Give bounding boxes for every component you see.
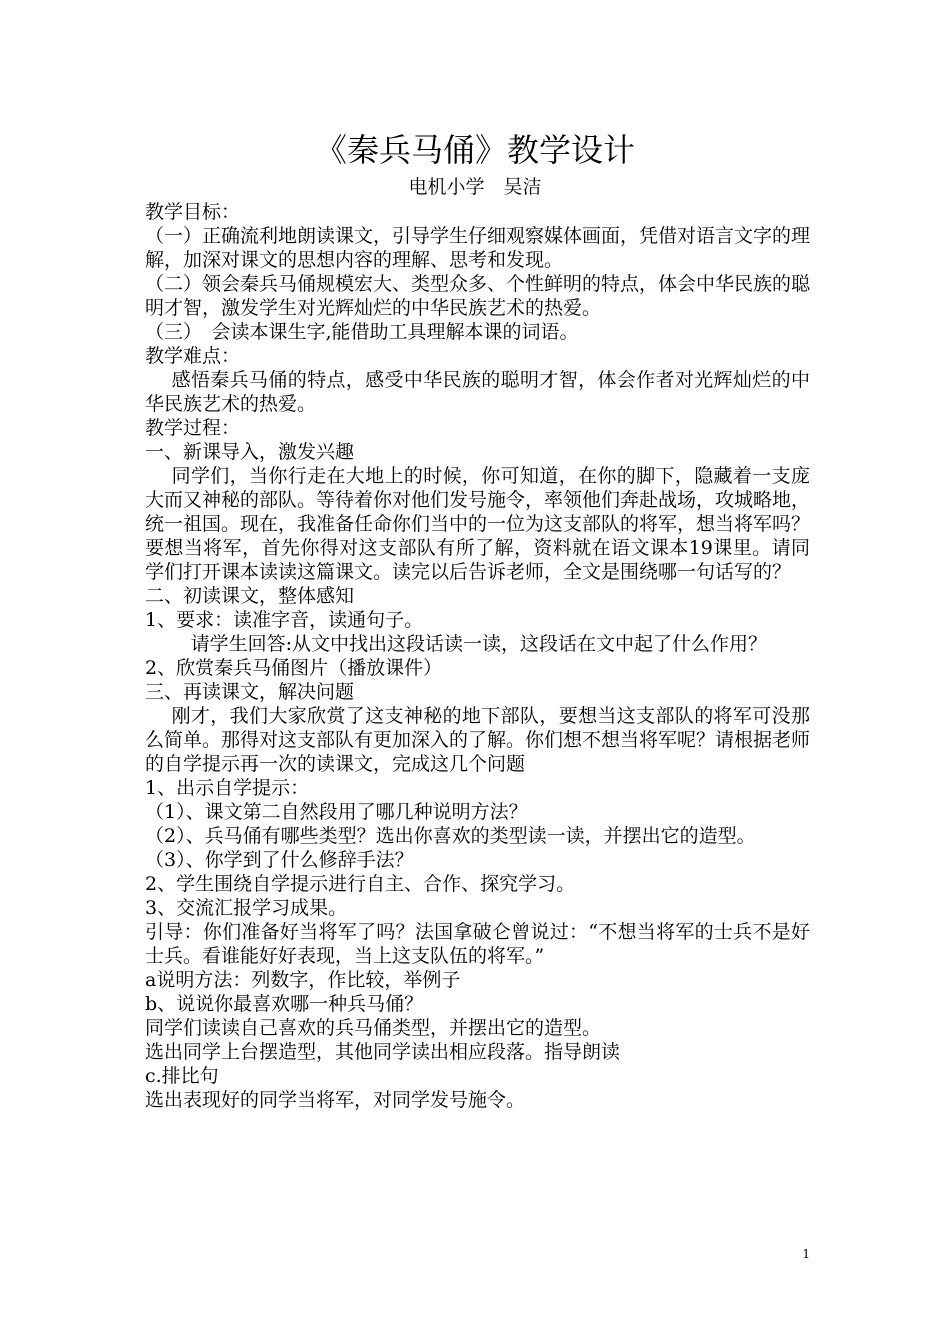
prompt-3: （3）、你学到了什么修辞手法？ <box>145 849 414 871</box>
prompt-2: （2）、兵马俑有哪些类型？选出你喜欢的类型读一读，并摆出它的造型。 <box>145 825 756 847</box>
heading-difficulty: 教学难点： <box>145 345 241 367</box>
document-author: 电机小学 吴洁 <box>408 176 542 198</box>
point-b-detail-1: 同学们读读自己喜欢的兵马俑类型，并摆出它的造型。 <box>145 1017 602 1039</box>
section-3-heading: 三、再读课文，解决问题 <box>145 681 355 703</box>
closing-text: 选出表现好的同学当将军，对同学发号施令。 <box>145 1089 526 1111</box>
point-b: b、说说你最喜欢哪一种兵马俑？ <box>145 993 424 1015</box>
section-2-item-1: 1、要求：读准字音，读通句子。 <box>145 609 424 631</box>
heading-process: 教学过程： <box>145 417 241 439</box>
difficulty-text: 感悟秦兵马俑的特点，感受中华民族的聪明才智，体会作者对光辉灿烂的中华民族艺术的热爱。 <box>145 369 810 415</box>
heading-objectives: 教学目标： <box>145 201 241 223</box>
section-1-heading: 一、新课导入，激发兴趣 <box>145 441 355 463</box>
objective-1: （一）正确流利地朗读课文，引导学生仔细观察媒体画面，凭借对语言文字的理解，加深对课文的思想内容的理解、思考和发现。 <box>145 225 811 271</box>
section-3-text: 刚才，我们大家欣赏了这支神秘的地下部队，要想当这支部队的将军可没那么简单。那得对这支部队有更加深入的了解。你们想不想当将军呢？请根据老师的自学提示再一次的读课文，完成这几个问题 <box>145 705 811 775</box>
section-2-question: 请学生回答:从文中找出这段话读一读，这段话在文中起了什么作用？ <box>190 633 767 655</box>
objective-3: （三） 会读本课生字,能借助工具理解本课的词语。 <box>145 321 579 343</box>
guidance-text: 引导：你们准备好当将军了吗？法国拿破仑曾说过：“不想当将军的士兵不是好士兵。看谁能好好表现，当上这支队伍的将军。” <box>145 921 810 967</box>
section-1-text: 同学们，当你行走在大地上的时候，你可知道，在你的脚下，隐藏着一支庞大而又神秘的部队。等待着你对他们发号施令，率领他们奔赴战场，攻城略地，统一祖国。现在，我准备任命你们当中的一位为这支部队的将军，想当将军吗？要想当将军，首先你得对这支部队有所了解，资料就在语文课本19课里。请同学们打开课本读读这篇课文。读完以后告诉老师，全文是围绕哪一句话写的？ <box>145 465 811 583</box>
point-a: a说明方法：列数字，作比较，举例子 <box>145 969 461 991</box>
section-2-heading: 二、初读课文，整体感知 <box>145 585 355 607</box>
point-c: c.排比句 <box>145 1065 219 1087</box>
section-3-item-1: 1、出示自学提示： <box>145 777 310 799</box>
section-2-item-2: 2、欣赏秦兵马俑图片（播放课件） <box>145 657 443 679</box>
point-b-detail-2: 选出同学上台摆造型，其他同学读出相应段落。指导朗读 <box>145 1041 621 1063</box>
section-3-item-3: 3、交流汇报学习成果。 <box>145 897 348 919</box>
document-body <box>145 200 810 1112</box>
page-number: 1 <box>802 1247 810 1261</box>
section-3-item-2: 2、学生围绕自学提示进行自主、合作、探究学习。 <box>145 873 576 895</box>
prompt-1: （1）、课文第二自然段用了哪几种说明方法？ <box>145 801 528 823</box>
document-title: 《秦兵马俑》教学设计 <box>314 131 635 169</box>
objective-2: （二）领会秦兵马俑规模宏大、类型众多、个性鲜明的特点，体会中华民族的聪明才智，激发学生对光辉灿烂的中华民族艺术的热爱。 <box>145 273 811 319</box>
